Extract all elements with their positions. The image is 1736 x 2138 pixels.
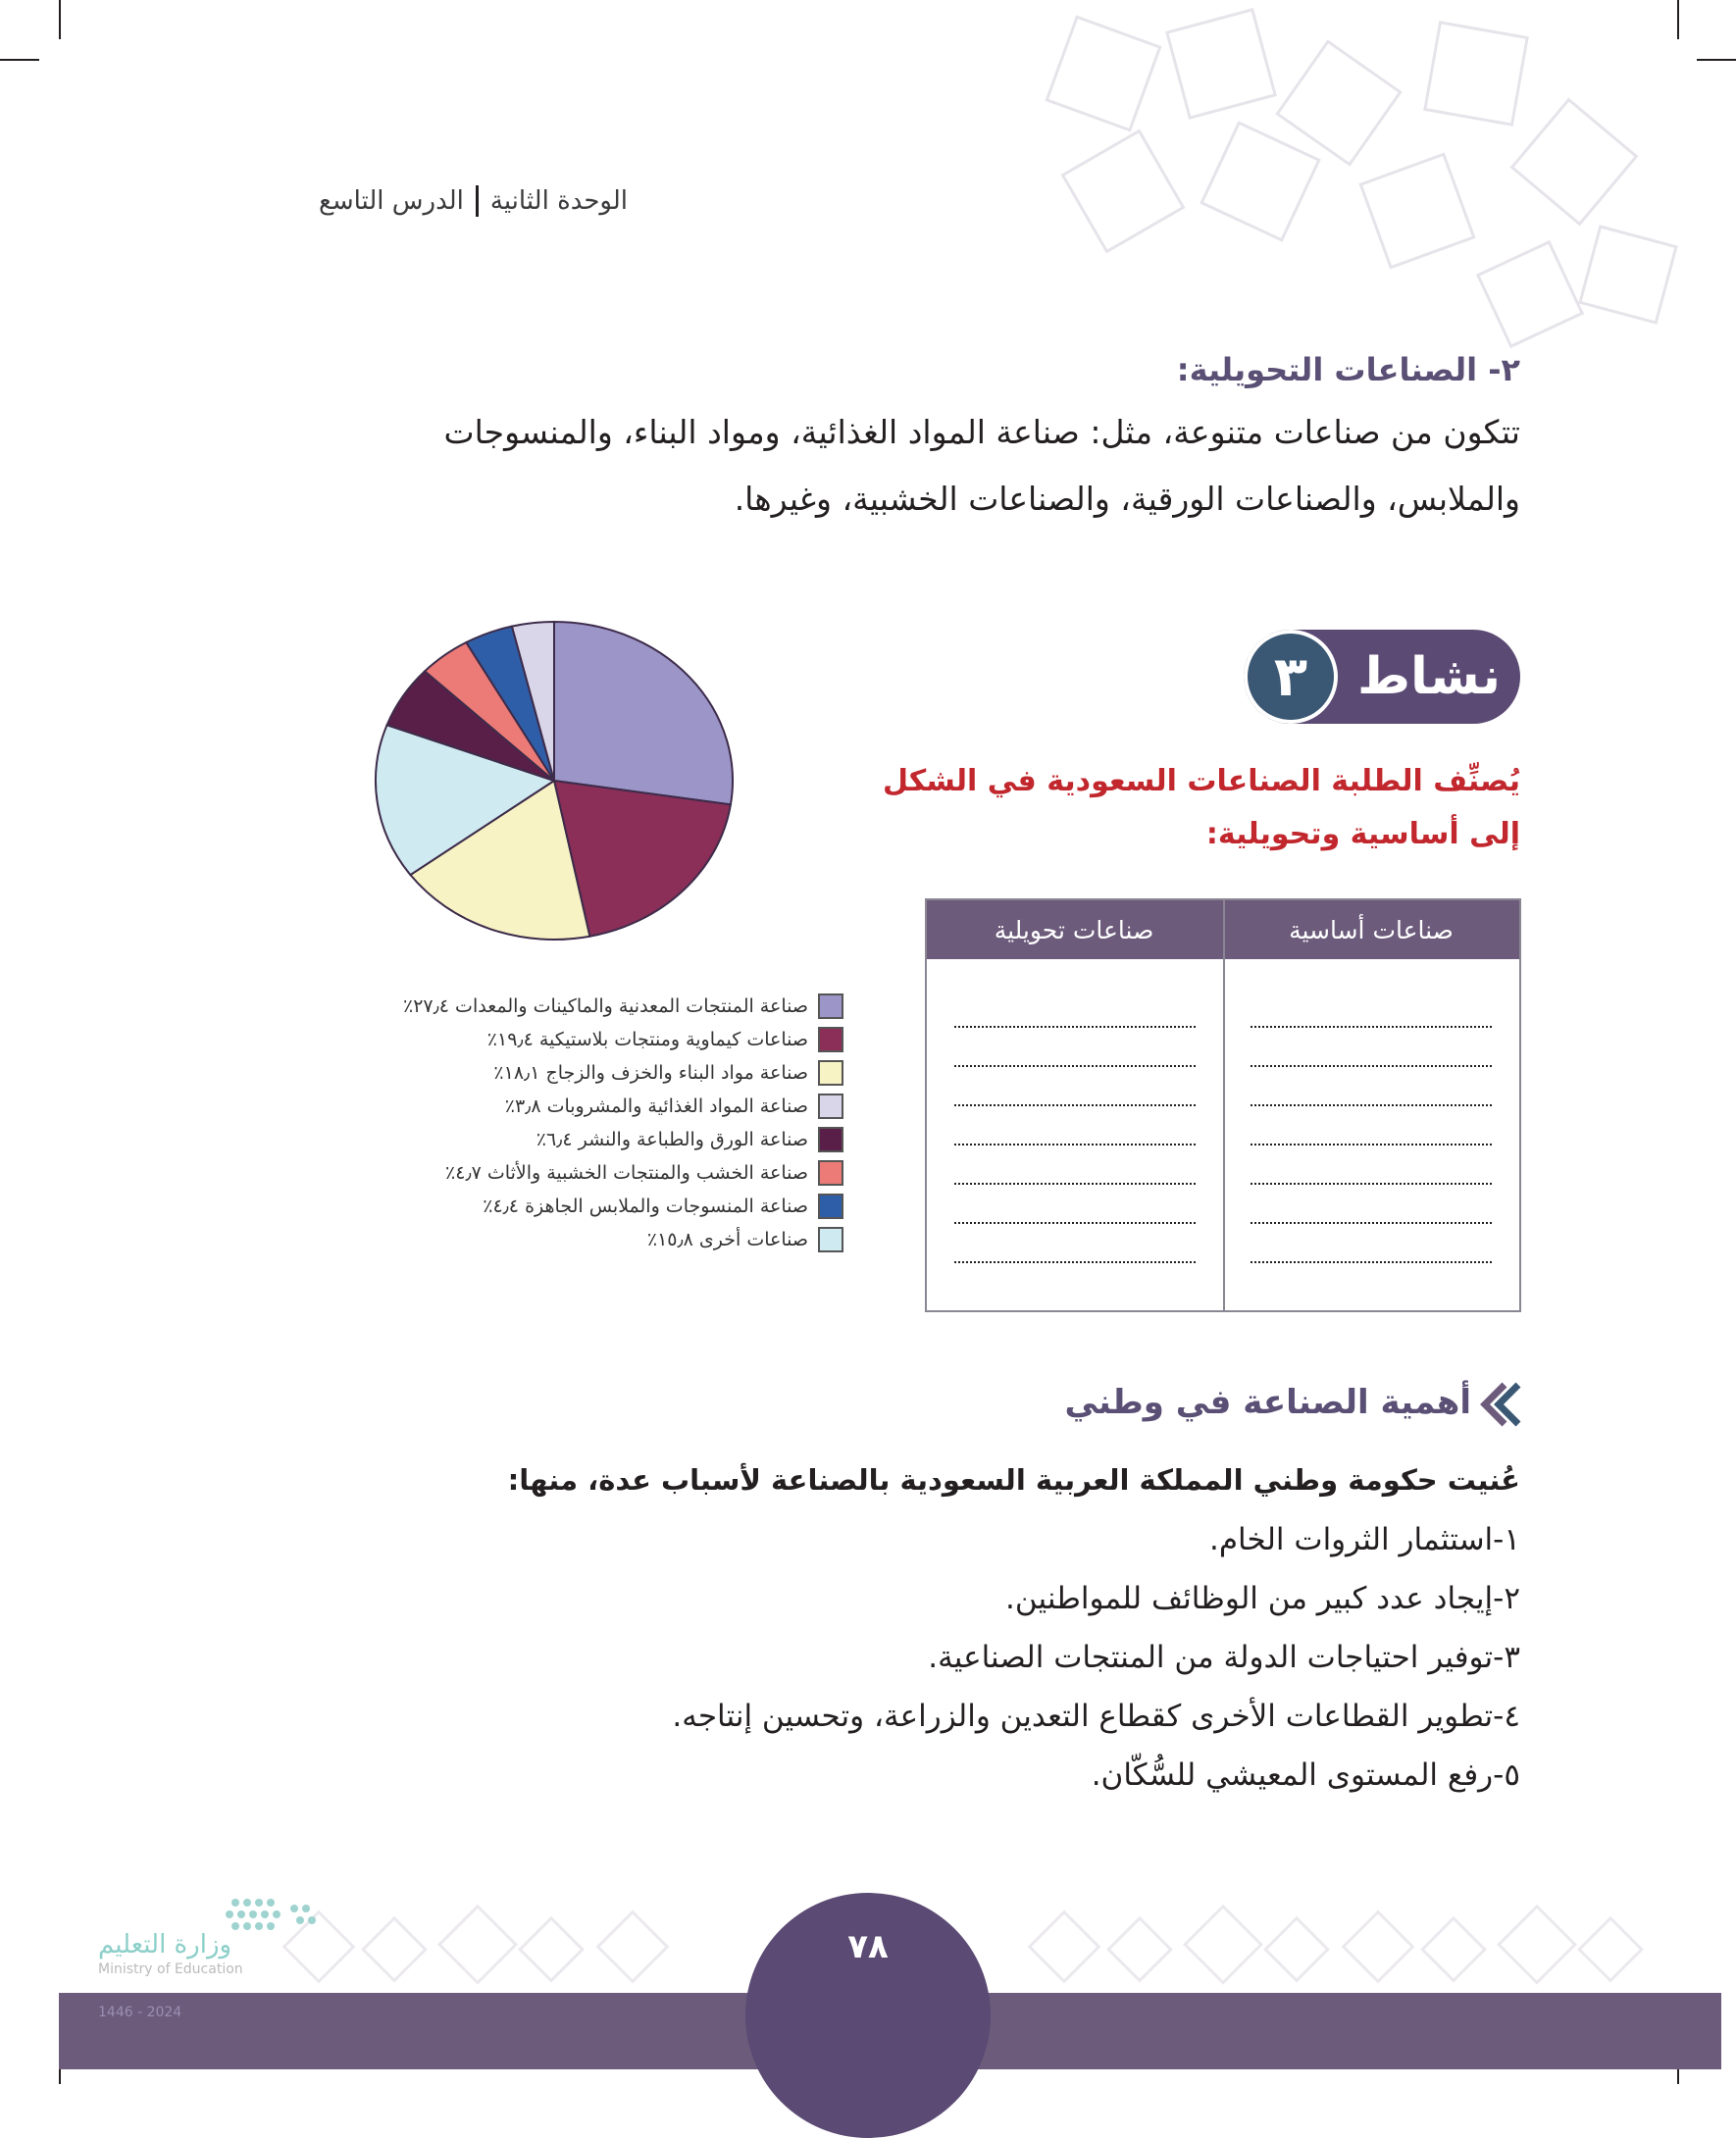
importance-item: ٤-تطوير القطاعات الأخرى كقطاع التعدين والزراعة، وتحسين إنتاجه. [672, 1699, 1520, 1734]
importance-title: أهمية الصناعة في وطني [1064, 1383, 1471, 1422]
crop-mark [1697, 59, 1736, 61]
importance-lead: عُنيت حكومة وطني المملكة العربية السعودية بالصناعة لأسباب عدة، منها: [507, 1463, 1520, 1497]
section-title: ٢- الصناعات التحويلية: [1176, 351, 1520, 388]
legend-label: صناعة مواد البناء والخزف والزجاج ١٨٫١٪ [493, 1062, 808, 1084]
legend-swatch [818, 1227, 843, 1252]
paragraph-line-2: والملابس، والصناعات الورقية، والصناعات الخشبية، وغيرها. [734, 480, 1520, 518]
unit-title: الوحدة الثانية [489, 186, 628, 216]
activity-label: نشاط [1357, 647, 1501, 706]
task-line-2: إلى أساسية وتحويلية: [1205, 817, 1520, 851]
legend-label: صناعات أخرى ١٥٫٨٪ [646, 1229, 808, 1250]
legend-swatch [818, 1194, 843, 1219]
activity-task [814, 755, 1520, 861]
running-header [284, 177, 628, 226]
legend-label: صناعات كيماوية ومنتجات بلاستيكية ١٩٫٤٪ [486, 1029, 808, 1050]
legend-item [284, 1191, 843, 1222]
activity-badge [1244, 630, 1520, 724]
importance-item: ٢-إيجاد عدد كبير من الوظائف للمواطنين. [1005, 1581, 1520, 1616]
activity-number: ٣ [1244, 630, 1338, 724]
pie-slice [554, 622, 733, 804]
answer-line[interactable] [1251, 1026, 1492, 1028]
answer-line[interactable] [954, 1026, 1196, 1028]
legend-item [284, 1024, 843, 1055]
ministry-name-ar: وزارة التعليم [98, 1930, 232, 1960]
answer-line[interactable] [1251, 1261, 1492, 1263]
crop-mark [59, 0, 61, 39]
legend-label: صناعة المنسوجات والملابس الجاهزة ٤٫٤٪ [483, 1196, 808, 1217]
legend-swatch [818, 993, 843, 1019]
legend-swatch [818, 1127, 843, 1152]
column-header-basic: صناعات أساسية [1289, 915, 1454, 944]
legend-swatch [818, 1160, 843, 1186]
answer-line[interactable] [1251, 1183, 1492, 1185]
column-header-transform: صناعات تحويلية [994, 915, 1154, 944]
legend-item [284, 991, 843, 1022]
page-number: ٧٨ [847, 1927, 889, 1966]
column-divider [1223, 900, 1225, 1310]
legend-swatch [818, 1027, 843, 1052]
answer-line[interactable] [1251, 1222, 1492, 1224]
lesson-title: الدرس التاسع [318, 186, 464, 216]
answer-line[interactable] [1251, 1065, 1492, 1067]
importance-item: ١-استثمار الثروات الخام. [1208, 1522, 1520, 1557]
answer-line[interactable] [1251, 1104, 1492, 1106]
legend-label: صناعة المواد الغذائية والمشروبات ٣٫٨٪ [504, 1095, 808, 1117]
answer-line[interactable] [954, 1065, 1196, 1067]
answer-line[interactable] [954, 1222, 1196, 1224]
legend-swatch [818, 1060, 843, 1086]
answer-line[interactable] [954, 1261, 1196, 1263]
legend-label: صناعة المنتجات المعدنية والماكينات والمعدات ٢٧٫٤٪ [403, 995, 808, 1017]
importance-item: ٣-توفير احتياجات الدولة من المنتجات الصناعية. [928, 1640, 1520, 1675]
answer-line[interactable] [954, 1183, 1196, 1185]
legend-item [284, 1157, 843, 1189]
answer-line[interactable] [1251, 1144, 1492, 1145]
ministry-name-en: Ministry of Education [98, 1961, 243, 1977]
answer-line[interactable] [954, 1144, 1196, 1145]
legend-item [284, 1124, 843, 1155]
answer-line[interactable] [954, 1104, 1196, 1106]
crop-mark [0, 59, 39, 61]
header-separator [476, 185, 479, 217]
importance-item: ٥-رفع المستوى المعيشي للسُّكّان. [1091, 1757, 1520, 1793]
legend-label: صناعة الخشب والمنتجات الخشبية والأثاث ٤٫٧٪ [445, 1162, 808, 1184]
legend-item [284, 1224, 843, 1255]
classification-table [925, 898, 1521, 1312]
pie-chart [373, 618, 745, 951]
edition-year: 2024 - 1446 [98, 2005, 182, 2020]
legend-item [284, 1057, 843, 1089]
task-line-1: يُصنِّف الطلبة الصناعات السعودية في الشكل [883, 764, 1520, 798]
crop-mark [1677, 0, 1679, 39]
double-chevron-icon [1479, 1381, 1524, 1428]
paragraph-line-1: تتكون من صناعات متنوعة، مثل: صناعة المواد الغذائية، ومواد البناء، والمنسوجات [443, 413, 1520, 451]
legend-item [284, 1091, 843, 1122]
legend-label: صناعة الورق والطباعة والنشر ٦٫٤٪ [536, 1129, 808, 1150]
legend-swatch [818, 1094, 843, 1119]
